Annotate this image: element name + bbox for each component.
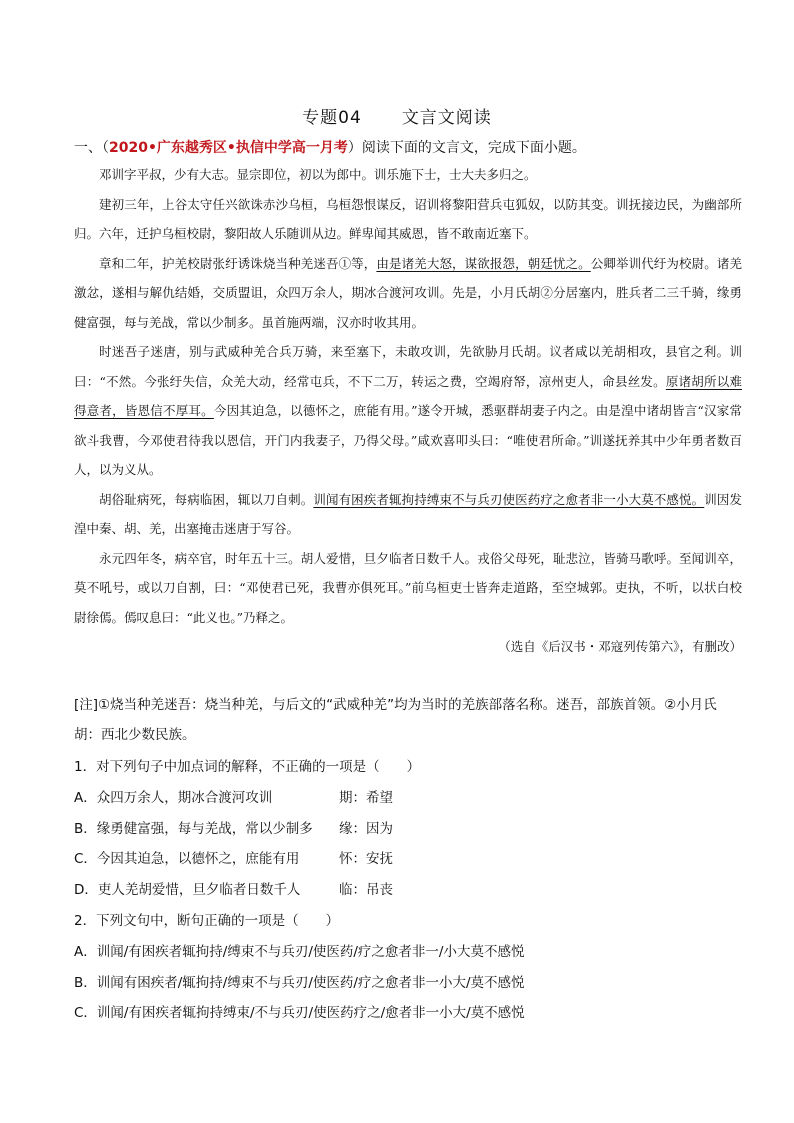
option-d-gloss: 临：吊丧: [339, 882, 393, 899]
heading-prefix: 一、（: [74, 140, 109, 156]
heading-suffix: ）阅读下面的文言文，完成下面小题。: [347, 140, 586, 156]
p4-text-b: 今因其迫急，以德怀之，庶能有用。”遂令开城，悉驱群胡妻子内之。由是湟中诸胡皆言“汉家常欲斗我曹，今邓使君待我以恩信，开门内我妻子，乃得父母。”咸欢喜叩头曰：“唯使君所命。”训遂抚养其中少年勇者数百人，以为义从。: [74, 403, 742, 477]
underlined-sentence-3: 训闻有困疾者辄拘持缚束不与兵刃使医药疗之愈者非一小大莫不感悦。: [313, 491, 705, 507]
annotation-note: [注]①烧当种羌迷吾：烧当种羌，与后文的“武威种羌”均为当时的羌族部落名称。迷吾，部族首领。②小月氏胡：西北少数民族。: [74, 697, 717, 743]
question-2-option-c: C．训闻/有困疾者辄拘持缚束/不与兵刃/使医药疗之/愈者非一小大/莫不感悦: [74, 1005, 525, 1022]
page-title: [0, 103, 794, 128]
question-2-option-b: B．训闻有困疾者/辄拘持/缚束不与兵刃/使医药/疗之愈者非一小大/莫不感悦: [74, 974, 525, 991]
underlined-sentence-2: 原诸胡所以难得意者，皆恩信不厚耳。: [74, 373, 742, 418]
question-2-option-a: A．训闻/有困疾者辄拘持/缚束不与兵刃/使医药/疗之愈者非一/小大莫不感悦: [74, 943, 525, 960]
classical-passage: [74, 160, 742, 662]
passage-paragraph-2: 建初三年，上谷太守任兴欲诛赤沙乌桓，乌桓怨恨谋反，诏训将黎阳营兵屯狐奴，以防其变。训抚接边民，为幽部所归。六年，迁护乌桓校尉，黎阳故人乐随训从边。鲜卑闻其威恩，皆不敢南近塞下。: [74, 196, 742, 241]
title-right: 文言文阅读: [401, 108, 492, 128]
p5-text-b: 训因发湟中秦、胡、羌，出塞掩击迷唐于写谷。: [74, 491, 742, 536]
option-a-gloss: 期：希望: [339, 789, 393, 806]
section-heading: [74, 137, 586, 157]
option-c-text: C．今因其迫急，以德怀之，庶能有用: [74, 851, 300, 868]
passage-source: （选自《后汉书・邓寇列传第六》，有删改）: [498, 639, 742, 654]
p3-text-a: 章和二年，护羌校尉张纡诱诛烧当种羌迷吾①等，: [99, 255, 377, 271]
option-b-gloss: 缘：因为: [339, 820, 393, 837]
option-d-text: D．吏人羌胡爱惜，旦夕临者日数千人: [74, 882, 301, 899]
option-b-text: B．缘勇健富强，每与羌战，常以少制多: [74, 820, 313, 837]
option-c-gloss: 怀：安抚: [339, 851, 393, 868]
underlined-sentence-1: 由是诸羌大怒，谋欲报怨，朝廷忧之。: [376, 255, 591, 271]
passage-paragraph-6: 永元四年冬，病卒官，时年五十三。胡人爱惜，旦夕临者日数千人。戎俗父母死，耻悲泣，皆骑马歌呼。至闻训卒，莫不吼号，或以刀自割，曰：“邓使君已死，我曹亦俱死耳。”前乌桓吏士皆奔走道路，至空城郭。吏执，不听，以状白校尉徐傿。傿叹息曰：“此义也。”乃释之。: [74, 550, 742, 625]
passage-paragraph-4: [74, 337, 742, 485]
p3-text-b: 公卿举训代纡为校尉。诸羌激忿，遂相与解仇结婚，交质盟诅，众四万余人，期冰合渡河攻训。先是，小月氏胡②分居塞内，胜兵者二三千骑，缘勇健富强，每与羌战，常以少制多。虽首施两端，汉亦时收其用。: [74, 255, 742, 330]
title-left: 专题04: [302, 108, 362, 128]
passage-paragraph-5: [74, 485, 742, 544]
exam-source: 2020•广东越秀区•执信中学高一月考: [109, 140, 348, 156]
passage-paragraph-3: [74, 249, 742, 338]
question-1-option-a: [74, 783, 742, 814]
question-1-option-b: [74, 814, 742, 845]
question-1-option-c: [74, 844, 742, 875]
question-2-stem: 2．下列文句中，断句正确的一项是（ ）: [74, 912, 340, 929]
p4-text-a: 时迷吾子迷唐，别与武威种羌合兵万骑，来至塞下，未敢攻训，先欲胁月氏胡。议者咸以羌胡相攻，县官之利。训曰：“不然。今张纡失信，众羌大动，经常屯兵，不下二万，转运之费，空竭府帑，凉州吏人，命县丝发。: [74, 344, 742, 389]
questions-block: [74, 752, 742, 1029]
p5-text-a: 胡俗耻病死，每病临困，辄以刀自刺。: [99, 491, 314, 507]
question-1-stem: 1．对下列句子中加点词的解释，不正确的一项是（ ）: [74, 759, 421, 775]
option-a-text: A．众四万余人，期冰合渡河攻训: [74, 789, 273, 806]
question-1-option-d: [74, 875, 742, 906]
passage-paragraph-1: 邓训字平叔，少有大志。显宗即位，初以为郎中。训乐施下士，士大夫多归之。: [99, 167, 537, 182]
